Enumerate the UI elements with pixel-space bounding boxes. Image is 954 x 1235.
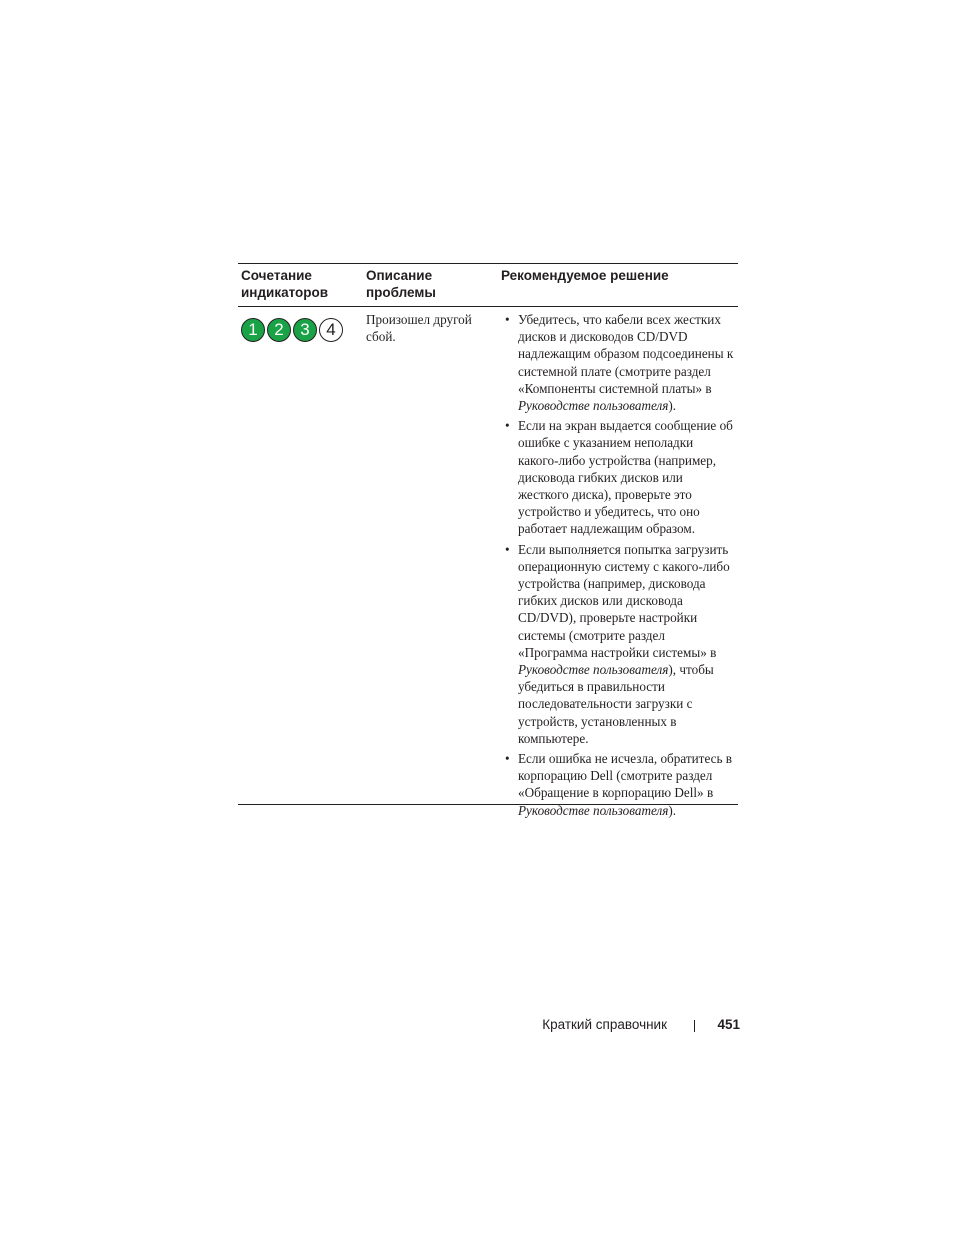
diagnostic-table [238,263,738,818]
header-recommended-solution: Рекомендуемое решение [501,268,669,283]
led-2-indicator: 2 [267,318,291,342]
footer-section-title: Краткий справочник [542,1017,667,1032]
header-led-combination: Сочетание индикаторов [241,268,329,300]
solution-item [504,750,736,819]
led-4-indicator: 4 [319,318,343,342]
footer-separator [694,1020,695,1032]
solution-tail: ). [668,802,677,818]
solution-tail: ). [668,398,677,414]
problem-description: Произошел другой сбой. [366,312,472,345]
solution-text: Если на экран выдается сообщение об ошибке с указанием неполадки какого-либо устройства (например, дисковода гибких дисков или жесткого диска), проверьте это устройство и убедитесь, что оно работает надлежащим образом. [518,418,733,537]
led-3-indicator: 3 [293,318,317,342]
solution-item [504,311,736,414]
solution-list [504,311,736,819]
solution-tail: ), чтобы убедиться в правильности последовательности загрузки с устройств, установленных в компьютере. [518,662,714,746]
solution-item [504,541,736,747]
table-header [238,264,738,307]
led-1-indicator: 1 [241,318,265,342]
solution-item [504,417,736,537]
solution-ref: Руководстве пользователя [518,802,669,818]
solution-text: Если ошибка не исчезла, обратитесь в корпорацию Dell (смотрите раздел «Обращение в корпорацию Dell» в [518,751,733,801]
header-problem-description: Описание проблемы [366,268,436,300]
solution-text: Убедитесь, что кабели всех жестких дисков и дисководов CD/DVD надлежащим образом подсоединены к системной плате (смотрите раздел «Компоненты системной платы» в [518,312,734,396]
recommended-solution [504,311,736,822]
solution-ref: Руководстве пользователя [518,398,669,414]
solution-text: Если выполняется попытка загрузить операционную систему с какого-либо устройства (например, дисковода гибких дисков или дисковода CD/DVD), проверьте настройки системы (смотрите раздел «Программа настройки системы» в [518,541,730,660]
led-combination [241,318,345,342]
page-number: 451 [717,1017,740,1032]
table-row [238,307,738,818]
solution-ref: Руководстве пользователя [518,662,669,678]
page-footer [500,1016,740,1036]
